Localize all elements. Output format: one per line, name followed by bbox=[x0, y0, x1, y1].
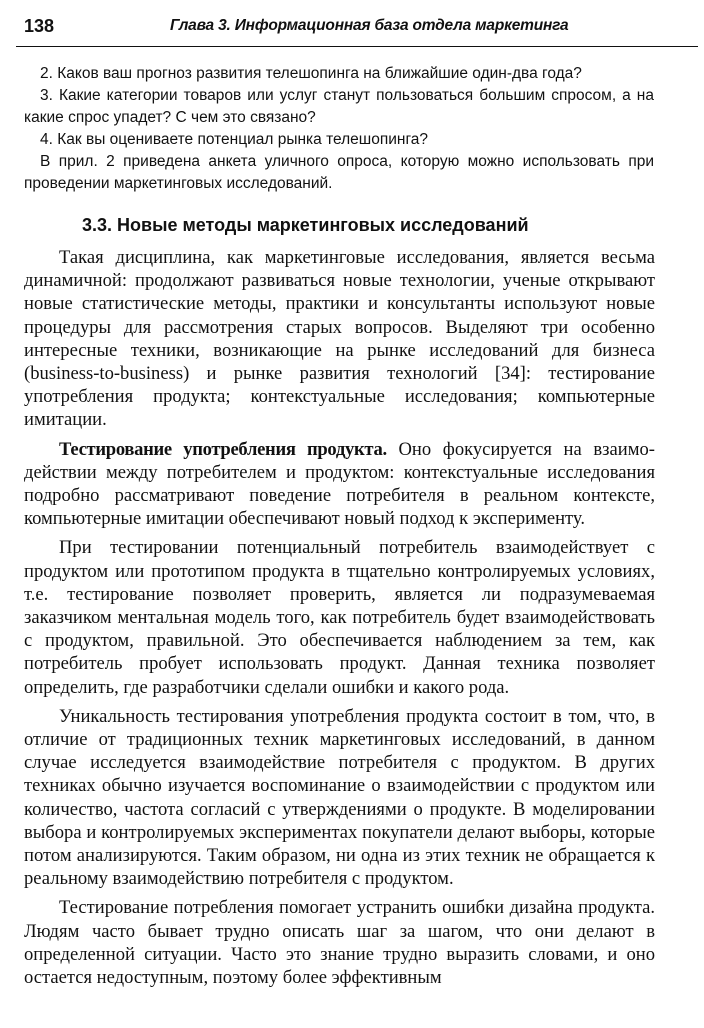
paragraph-uniqueness: Уникальность тестирования употребления продукта состоит в том, что, в отличие от традиционных техник маркетинговых исследований, в данном случае исследуется взаимодействие потребителя с продуктом. В других техниках обычно изучается воспоминание о взаимодействии с продуктом или количество, частота согласий с утверждениями о продукте. В моделировании выбора и контролируемых экспериментах покупатели делают выборы, которые потом анализируются. Таким образом, ни одна из этих техник не обращается к реальному взаимодействию потребителя с продуктом. bbox=[24, 705, 655, 890]
paragraph-design-errors: Тестирование потребления помогает устранить ошибки дизайна продукта. Людям часто бывает трудно описать шаг за шагом, что они делают в определенной ситуации. Часто это знание трудно выразить словами, и оно остается недоступным, поэтому более эффективным bbox=[24, 897, 655, 989]
paragraph-usage-testing-text: Оно фокусируется на взаимодействии между потребителем и продуктом: контекстуальные исследования подробно рассматривают поведение потребителя в реальном контексте, компьютерные имитации обеспечивают новый подход к эксперименту. bbox=[24, 438, 655, 530]
section-body bbox=[24, 246, 655, 989]
question-2: 2. Каков ваш прогноз развития телешопинга на ближайшие один-два года? bbox=[40, 65, 582, 82]
header-rule bbox=[16, 46, 698, 47]
section-heading: 3.3. Новые методы маркетинговых исследований bbox=[82, 215, 529, 235]
paragraph-testing-process: При тестировании потенциальный потребитель взаимодействует с продуктом или прототипом продукта в тщательно контролируемых условиях, т.е. тестирование позволяет проверить, является ли подразумеваемая заказчиком ментальная модель того, как потребитель будет взаимодействовать с продуктом, правильной. Это обеспечивается наблюдением за тем, как потребитель пробует использовать продукт. Данная техника позволяет определить, где разработчики сделали ошибки и какого рода. bbox=[24, 537, 655, 698]
page-number: 138 bbox=[24, 16, 55, 36]
paragraph-intro: Такая дисциплина, как маркетинговые исследования, является весьма динамичной: продолжают развиваться новые технологии, ученые открывают новые статистические методы, практики и консультанты используют новые процедуры для рассмотрения старых вопросов. Выделяют три особенно интересные техники, возникающие на рынке исследований для бизнеса (business-to-business) и рынке развития технологий [34]: тестирование употребления продукта; контекстуальные исследования; компьютерные имитации. bbox=[24, 247, 655, 431]
appendix-note: В прил. 2 приведена анкета уличного опроса, которую можно использовать при проведении маркетинговых исследований. bbox=[24, 153, 654, 192]
run-in-heading: Тестирование употребления продукта. bbox=[59, 438, 387, 460]
paragraph-usage-testing bbox=[24, 438, 655, 531]
question-list bbox=[24, 63, 654, 195]
page-header bbox=[8, 12, 698, 44]
question-4: 4. Как вы оцениваете потенциал рынка телешопинга? bbox=[40, 131, 429, 148]
question-3: 3. Какие категории товаров или услуг станут пользоваться большим спросом, а на какие спрос упадет? С чем это связано? bbox=[24, 87, 654, 126]
running-title: Глава 3. Информационная база отдела маркетинга bbox=[170, 17, 569, 34]
